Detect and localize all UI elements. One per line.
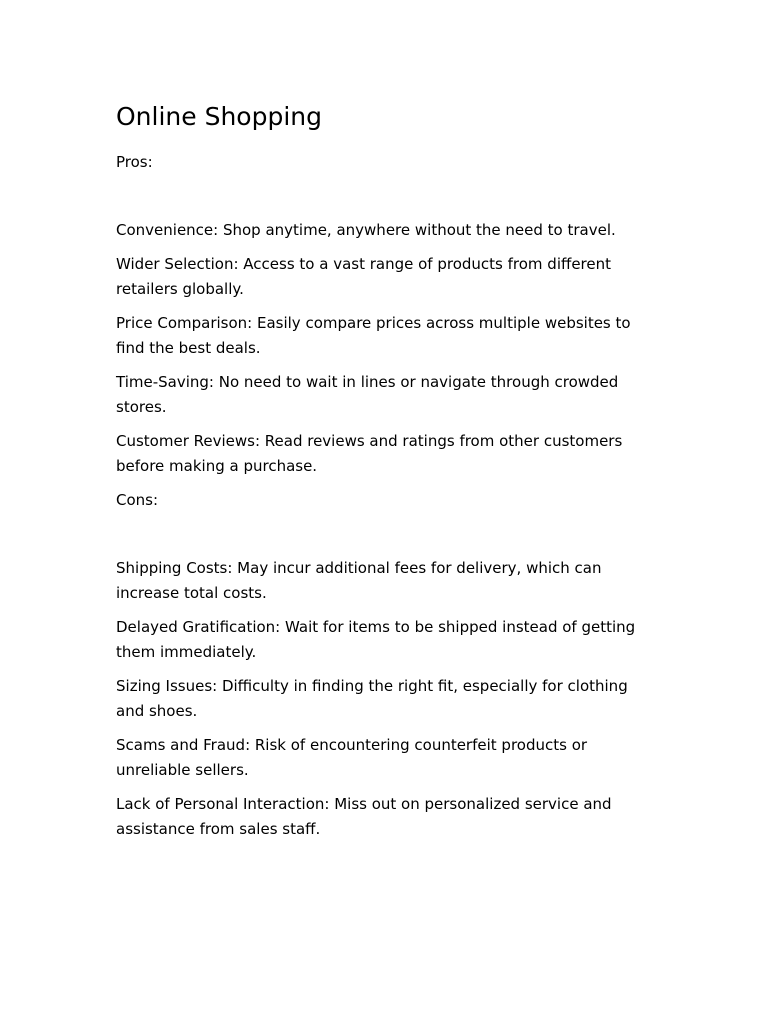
cons-item-sizing-issues: Sizing Issues: Difficulty in finding the right fit, especially for clothing and shoes.: [116, 677, 628, 720]
cons-heading: Cons:: [116, 491, 159, 509]
pros-item-time-saving: Time-Saving: No need to wait in lines or navigate through crowded stores.: [116, 373, 619, 416]
pros-item-price-comparison: Price Comparison: Easily compare prices across multiple websites to find the best deals.: [116, 314, 631, 357]
cons-item-scams-and-fraud: Scams and Fraud: Risk of encountering counterfeit products or unreliable sellers.: [116, 736, 588, 779]
pros-item-wider-selection: Wider Selection: Access to a vast range of products from different retailers globally.: [116, 255, 612, 298]
cons-item-delayed-gratification: Delayed Gratification: Wait for items to be shipped instead of getting them immediately.: [116, 618, 636, 661]
cons-list: [116, 556, 656, 842]
pros-heading: Pros:: [116, 153, 153, 171]
document-page: [116, 98, 656, 842]
pros-list: [116, 218, 656, 479]
pros-item-customer-reviews: Customer Reviews: Read reviews and ratings from other customers before making a purchase.: [116, 432, 623, 475]
page-title: Online Shopping: [116, 102, 322, 131]
cons-item-lack-of-personal-interaction: Lack of Personal Interaction: Miss out on personalized service and assistance from sales staff.: [116, 795, 612, 838]
pros-item-convenience: Convenience: Shop anytime, anywhere without the need to travel.: [116, 221, 616, 239]
cons-item-shipping-costs: Shipping Costs: May incur additional fees for delivery, which can increase total costs.: [116, 559, 602, 602]
